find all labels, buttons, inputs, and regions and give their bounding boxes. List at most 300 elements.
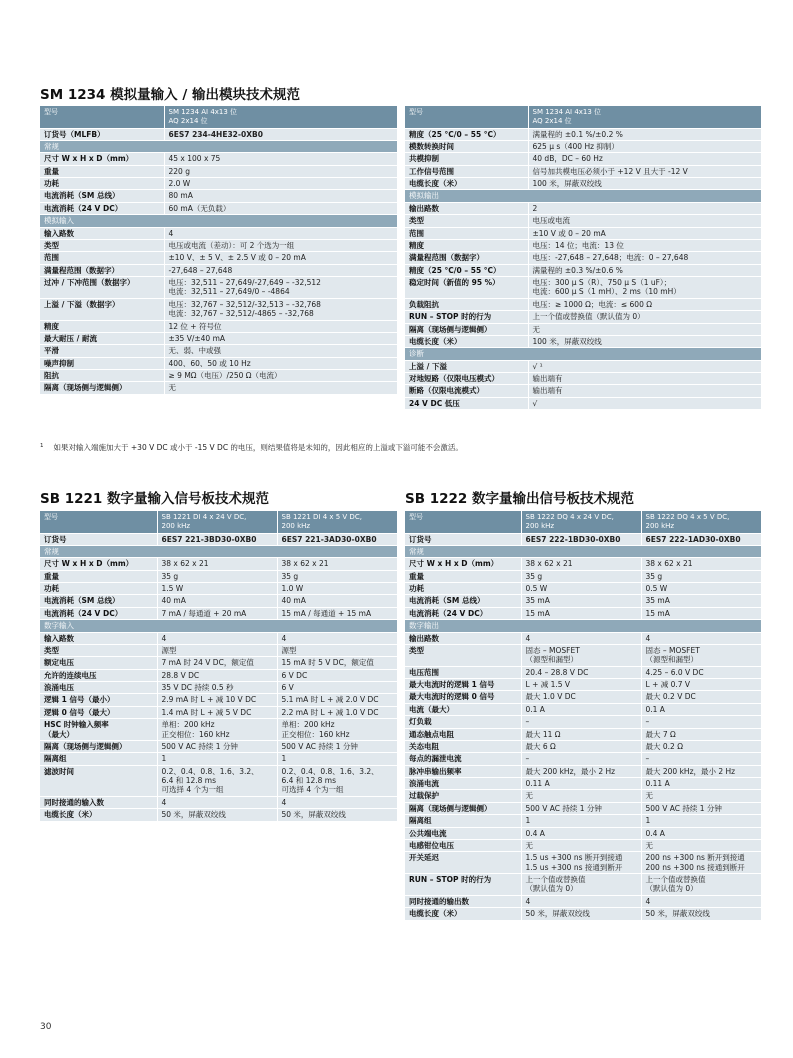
table-row [40, 357, 397, 369]
table-row [40, 809, 397, 821]
row-value: 电压：14 位；电流：13 位 [528, 239, 761, 251]
row-value: 38 x 62 x 21 [521, 558, 641, 570]
table-row [40, 190, 397, 202]
row-value: 6ES7 234-4HE32-0XB0 [164, 128, 397, 140]
table-row [40, 178, 397, 190]
row-label: 同时接通的输出数 [405, 895, 521, 907]
row-value: ±10 V、± 5 V、± 2.5 V 或 0 – 20 mA [164, 252, 397, 264]
row-value: 最大 11 Ω [521, 728, 641, 740]
table-row [405, 298, 761, 310]
row-label: 订货号 [405, 533, 521, 545]
row-value: 最大 7 Ω [641, 728, 761, 740]
row-label: 最大耐压 / 耐流 [40, 332, 164, 344]
page-number: 30 [40, 1022, 52, 1032]
row-label: 隔离（现场侧与逻辑侧） [40, 382, 164, 394]
table-row [405, 691, 761, 703]
row-value: 500 V AC 持续 1 分钟 [521, 802, 641, 814]
row-value: 28.8 V DC [157, 669, 277, 681]
row-label: 开关延迟 [405, 852, 521, 874]
row-value: 15 mA [521, 607, 641, 619]
row-value: 60 mA（无负载） [164, 202, 397, 214]
table-row [405, 895, 761, 907]
row-value: 15 mA / 每通道 + 15 mA [277, 607, 397, 619]
table-row [405, 252, 761, 264]
table-row [40, 753, 397, 765]
row-value: 50 米，屏蔽双绞线 [521, 908, 641, 920]
row-value: 12 位 + 符号位 [164, 320, 397, 332]
row-label: HSC 时钟输入频率 （最大） [40, 719, 157, 741]
row-label: 重量 [40, 570, 157, 582]
table-row [40, 345, 397, 357]
table-row [40, 558, 397, 570]
row-label: 类型 [40, 239, 164, 251]
row-value: 1 [641, 815, 761, 827]
row-value: 无 [521, 790, 641, 802]
row-label: 类型 [405, 644, 521, 666]
row-label: 功耗 [40, 178, 164, 190]
row-value: 38 x 62 x 21 [157, 558, 277, 570]
row-label: RUN – STOP 时的行为 [405, 311, 528, 323]
row-label: 电流消耗（SM 总线） [40, 190, 164, 202]
row-value: 1.5 us +300 ns 断开到接通 1.5 us +300 ns 接通到断开 [521, 852, 641, 874]
row-value: 2 [528, 202, 761, 214]
table-row [40, 570, 397, 582]
table-header-row [405, 106, 761, 128]
table-row [40, 583, 397, 595]
row-value: – [641, 716, 761, 728]
row-label: 负载阻抗 [405, 298, 528, 310]
table-row [40, 796, 397, 808]
row-value: 电压：32,767 – 32,512/-32,513 – -32,768 电流：32,767 – 32,512/-4865 – -32,768 [164, 298, 397, 320]
table-row [40, 239, 397, 251]
sb1221-spec-table [40, 511, 397, 822]
row-value: 信号加共模电压必须小于 +12 V 且大于 -12 V [528, 165, 761, 177]
row-value: 最大 6 Ω [521, 740, 641, 752]
row-value: 4 [521, 895, 641, 907]
section-header-row [40, 215, 397, 227]
table-row [405, 153, 761, 165]
row-value: 7 mA 时 24 V DC，额定值 [157, 657, 277, 669]
table-row [40, 332, 397, 344]
table-row [405, 323, 761, 335]
row-value: 4.25 – 6.0 V DC [641, 666, 761, 678]
section-header-row [40, 620, 397, 632]
row-value: ±35 V/±40 mA [164, 332, 397, 344]
row-value: 固态 – MOSFET （源型和漏型） [521, 644, 641, 666]
row-value: 6ES7 221-3BD30-0XB0 [157, 533, 277, 545]
sm1234-title: SM 1234 模拟量输入 / 输出模块技术规范 [40, 87, 300, 103]
table-row [405, 679, 761, 691]
row-label: 重量 [405, 570, 521, 582]
table-row [405, 703, 761, 715]
row-label: 电缆长度（米） [405, 178, 528, 190]
table-row [405, 874, 761, 896]
row-label: 模数转换时间 [405, 140, 528, 152]
row-value: 35 g [277, 570, 397, 582]
row-label: 精度 [40, 320, 164, 332]
row-value: 最大 200 kHz，最小 2 Hz [641, 765, 761, 777]
table-row [40, 765, 397, 796]
table-row [405, 264, 761, 276]
section-header: 常规 [40, 545, 397, 557]
row-label: 输出路数 [405, 202, 528, 214]
row-value: 电压：-27,648 – 27,648；电流：0 – 27,648 [528, 252, 761, 264]
row-value: ≥ 9 MΩ（电压）/250 Ω（电流） [164, 370, 397, 382]
header-model-cell: SB 1221 DI 4 x 24 V DC, 200 kHz [157, 511, 277, 533]
row-label: 尺寸 W x H x D（mm） [40, 153, 164, 165]
row-label: 共模抑制 [405, 153, 528, 165]
row-label: 输出路数 [405, 632, 521, 644]
row-value: 1.5 W [157, 583, 277, 595]
row-value: 电压或电流（差动）：可 2 个选为一组 [164, 239, 397, 251]
row-label: 隔离（现场侧与逻辑侧） [405, 323, 528, 335]
row-value: 500 V AC 持续 1 分钟 [641, 802, 761, 814]
sb1222-spec-table [405, 511, 761, 921]
row-label: 订货号 [40, 533, 157, 545]
row-label: 功耗 [40, 583, 157, 595]
section-header: 数字输出 [405, 620, 761, 632]
row-value: 50 米，屏蔽双绞线 [277, 809, 397, 821]
row-value: 源型 [277, 644, 397, 656]
table-row [405, 335, 761, 347]
row-label: RUN – STOP 时的行为 [405, 874, 521, 896]
row-value: 100 米，屏蔽双绞线 [528, 178, 761, 190]
row-label: 隔离（现场侧与逻辑侧） [405, 802, 521, 814]
row-value: 电压：300 μ S（R）、750 μ S（1 uF）； 电流：600 μ S（1 mH）、2 ms（10 mH） [528, 277, 761, 299]
row-value: 220 g [164, 165, 397, 177]
row-value: 上一个值或替换值（默认值为 0） [528, 311, 761, 323]
row-label: 订货号（MLFB） [40, 128, 164, 140]
row-value: 6ES7 221-3AD30-0XB0 [277, 533, 397, 545]
row-value: -27,648 – 27,648 [164, 264, 397, 276]
row-value: 100 米，屏蔽双绞线 [528, 335, 761, 347]
header-label: 型号 [405, 511, 521, 533]
table-row [40, 165, 397, 177]
sb1221-title: SB 1221 数字量输入信号板技术规范 [40, 491, 269, 507]
table-row [405, 644, 761, 666]
row-value: 无 [521, 839, 641, 851]
table-header-row [40, 511, 397, 533]
table-row [405, 827, 761, 839]
table-row [40, 657, 397, 669]
table-row [40, 682, 397, 694]
row-value: 7 mA / 每通道 + 20 mA [157, 607, 277, 619]
table-row [405, 790, 761, 802]
table-row [405, 165, 761, 177]
table-row [405, 753, 761, 765]
table-row [40, 607, 397, 619]
section-header-row [405, 190, 761, 202]
row-value: 6ES7 222-1BD30-0XB0 [521, 533, 641, 545]
header-label: 型号 [405, 106, 528, 128]
row-value: L + 减 1.5 V [521, 679, 641, 691]
row-value: 6 V DC [277, 669, 397, 681]
section-header: 模拟输出 [405, 190, 761, 202]
row-value: 单相：200 kHz 正交相位：160 kHz [157, 719, 277, 741]
table-row [40, 370, 397, 382]
row-label: 输入路数 [40, 632, 157, 644]
row-value: 0.1 A [641, 703, 761, 715]
table-row [40, 706, 397, 718]
table-row [40, 694, 397, 706]
row-value: 无 [641, 839, 761, 851]
row-value: 6ES7 222-1AD30-0XB0 [641, 533, 761, 545]
row-label: 范围 [40, 252, 164, 264]
table-row [405, 178, 761, 190]
table-row [405, 778, 761, 790]
row-value: 35 mA [521, 595, 641, 607]
row-label: 尺寸 W x H x D（mm） [40, 558, 157, 570]
row-value: √ ¹ [528, 360, 761, 372]
table-row [405, 215, 761, 227]
row-value: 500 V AC 持续 1 分钟 [157, 740, 277, 752]
row-label: 稳定时间（新值的 95 %） [405, 277, 528, 299]
row-value: 电压或电流 [528, 215, 761, 227]
row-value: 0.5 W [641, 583, 761, 595]
table-row [40, 298, 397, 320]
row-label: 电流（最大） [405, 703, 521, 715]
row-value: 0.2、0.4、0.8、1.6、3.2、 6.4 和 12.8 ms 可选择 4 个为一组 [157, 765, 277, 796]
table-row [40, 202, 397, 214]
table-row [405, 360, 761, 372]
table-row [40, 669, 397, 681]
header-model-cell: SB 1222 DQ 4 x 5 V DC, 200 kHz [641, 511, 761, 533]
row-label: 额定电压 [40, 657, 157, 669]
table-row [405, 765, 761, 777]
row-value: 最大 0.2 Ω [641, 740, 761, 752]
row-label: 满量程范围（数据字） [40, 264, 164, 276]
row-value: 5.1 mA 时 L + 减 2.0 V DC [277, 694, 397, 706]
row-value: 80 mA [164, 190, 397, 202]
row-value: 最大 1.0 V DC [521, 691, 641, 703]
row-label: 电感钳位电压 [405, 839, 521, 851]
sm1234-spec-table-right [405, 106, 761, 410]
row-label: 过冲 / 下冲范围（数据字） [40, 277, 164, 299]
row-label: 逻辑 0 信号（最大） [40, 706, 157, 718]
row-value: 上一个值或替换值 （默认值为 0） [641, 874, 761, 896]
row-value: 电压：32,511 – 27,649/-27,649 – -32,512 电流：32,511 – 27,649/0 – -4864 [164, 277, 397, 299]
row-label: 电流消耗（24 V DC） [405, 607, 521, 619]
table-row [405, 128, 761, 140]
row-value: 35 g [521, 570, 641, 582]
row-value: 4 [157, 632, 277, 644]
table-row [40, 252, 397, 264]
row-label: 精度（25 °C/0 – 55 °C） [405, 264, 528, 276]
row-value: 0.5 W [521, 583, 641, 595]
row-value: – [641, 753, 761, 765]
row-label: 灯负载 [405, 716, 521, 728]
row-value: 最大 200 kHz，最小 2 Hz [521, 765, 641, 777]
row-label: 电流消耗（SM 总线） [405, 595, 521, 607]
row-value: 45 x 100 x 75 [164, 153, 397, 165]
section-header-row [405, 620, 761, 632]
row-value: 1.4 mA 时 L + 减 5 V DC [157, 706, 277, 718]
table-row [405, 140, 761, 152]
table-row [40, 632, 397, 644]
row-value: 源型 [157, 644, 277, 656]
table-row [405, 666, 761, 678]
row-value: 35 mA [641, 595, 761, 607]
row-label: 精度（25 °C/0 – 55 °C） [405, 128, 528, 140]
row-label: 功耗 [405, 583, 521, 595]
row-value: 最大 0.2 V DC [641, 691, 761, 703]
header-model-cell: SM 1234 AI 4x13 位 AQ 2x14 位 [164, 106, 397, 128]
sm1234-spec-table-left [40, 106, 397, 395]
row-value: 500 V AC 持续 1 分钟 [277, 740, 397, 752]
sb1222-title: SB 1222 数字量输出信号板技术规范 [405, 491, 634, 507]
row-value: 4 [641, 632, 761, 644]
table-row [405, 728, 761, 740]
row-label: 电压范围 [405, 666, 521, 678]
row-value: ±10 V 或 0 – 20 mA [528, 227, 761, 239]
row-label: 电流消耗（24 V DC） [40, 607, 157, 619]
table-row [40, 264, 397, 276]
row-value: 38 x 62 x 21 [277, 558, 397, 570]
row-label: 工作信号范围 [405, 165, 528, 177]
row-value: 4 [641, 895, 761, 907]
row-label: 过载保护 [405, 790, 521, 802]
row-label: 断路（仅限电流模式） [405, 385, 528, 397]
row-value: 0.1 A [521, 703, 641, 715]
row-label: 上溢 / 下溢（数据字） [40, 298, 164, 320]
row-value: 0.11 A [641, 778, 761, 790]
row-label: 电缆长度（米） [405, 335, 528, 347]
row-label: 电流消耗（24 V DC） [40, 202, 164, 214]
table-row [405, 815, 761, 827]
row-value: √ [528, 397, 761, 409]
row-value: 6 V [277, 682, 397, 694]
row-label: 最大电流时的逻辑 0 信号 [405, 691, 521, 703]
row-label: 尺寸 W x H x D（mm） [405, 558, 521, 570]
section-header: 模拟输入 [40, 215, 397, 227]
table-row [40, 533, 397, 545]
row-value: 上一个值或替换值 （默认值为 0） [521, 874, 641, 896]
row-label: 隔离组 [40, 753, 157, 765]
row-value: 1 [277, 753, 397, 765]
row-value: 无 [528, 323, 761, 335]
table-row [405, 583, 761, 595]
row-label: 平滑 [40, 345, 164, 357]
row-label: 阻抗 [40, 370, 164, 382]
table-row [405, 397, 761, 409]
table-row [405, 373, 761, 385]
row-label: 脉冲串输出频率 [405, 765, 521, 777]
row-label: 范围 [405, 227, 528, 239]
row-label: 隔离组 [405, 815, 521, 827]
row-value: – [521, 716, 641, 728]
header-model-cell: SM 1234 AI 4x13 位 AQ 2x14 位 [528, 106, 761, 128]
row-value: 50 米，屏蔽双绞线 [641, 908, 761, 920]
row-label: 类型 [405, 215, 528, 227]
table-row [405, 802, 761, 814]
row-label: 上溢 / 下溢 [405, 360, 528, 372]
row-value: 电压：≥ 1000 Ω；电流：≤ 600 Ω [528, 298, 761, 310]
row-value: 50 米，屏蔽双绞线 [157, 809, 277, 821]
row-value: 2.0 W [164, 178, 397, 190]
row-value: 4 [164, 227, 397, 239]
table-row [405, 570, 761, 582]
row-label: 重量 [40, 165, 164, 177]
row-label: 隔离（现场侧与逻辑侧） [40, 740, 157, 752]
header-model-cell: SB 1221 DI 4 x 5 V DC, 200 kHz [277, 511, 397, 533]
table-row [40, 320, 397, 332]
row-value: 35 V DC 持续 0.5 秒 [157, 682, 277, 694]
row-value: 4 [277, 632, 397, 644]
row-value: 输出端有 [528, 385, 761, 397]
section-header: 数字输入 [40, 620, 397, 632]
row-value: 40 dB，DC – 60 Hz [528, 153, 761, 165]
row-value: 0.11 A [521, 778, 641, 790]
row-value: – [521, 753, 641, 765]
row-value: 固态 – MOSFET （源型和漏型） [641, 644, 761, 666]
table-row [40, 382, 397, 394]
row-label: 满量程范围（数据字） [405, 252, 528, 264]
table-row [405, 533, 761, 545]
row-value: 无、弱、中或强 [164, 345, 397, 357]
table-row [405, 839, 761, 851]
row-value: 无 [641, 790, 761, 802]
row-value: 35 g [157, 570, 277, 582]
row-value: 400、60、50 或 10 Hz [164, 357, 397, 369]
row-label: 对地短路（仅限电压模式） [405, 373, 528, 385]
section-header-row [40, 140, 397, 152]
row-label: 公共端电流 [405, 827, 521, 839]
row-value: 35 g [641, 570, 761, 582]
row-label: 电缆长度（米） [405, 908, 521, 920]
row-label: 每点的漏泄电流 [405, 753, 521, 765]
section-header-row [405, 348, 761, 360]
row-value: 满量程的 ±0.1 %/±0.2 % [528, 128, 761, 140]
table-row [405, 908, 761, 920]
row-label: 精度 [405, 239, 528, 251]
row-value: 4 [157, 796, 277, 808]
row-value: 15 mA [641, 607, 761, 619]
table-row [40, 719, 397, 741]
table-row [405, 227, 761, 239]
header-label: 型号 [40, 511, 157, 533]
row-label: 关态电阻 [405, 740, 521, 752]
row-label: 逻辑 1 信号（最小） [40, 694, 157, 706]
table-row [405, 595, 761, 607]
table-row [40, 277, 397, 299]
row-label: 最大电流时的逻辑 1 信号 [405, 679, 521, 691]
row-value: 4 [521, 632, 641, 644]
table-header-row [40, 106, 397, 128]
table-row [405, 852, 761, 874]
row-value: 38 x 62 x 21 [641, 558, 761, 570]
header-model-cell: SB 1222 DQ 4 x 24 V DC, 200 kHz [521, 511, 641, 533]
section-header: 诊断 [405, 348, 761, 360]
row-value: 15 mA 时 5 V DC，额定值 [277, 657, 397, 669]
row-value: 625 μ s（400 Hz 抑制） [528, 140, 761, 152]
row-value: 0.2、0.4、0.8、1.6、3.2、 6.4 和 12.8 ms 可选择 4 个为一组 [277, 765, 397, 796]
row-value: 输出端有 [528, 373, 761, 385]
table-row [405, 311, 761, 323]
table-row [40, 740, 397, 752]
row-value: 2.9 mA 时 L + 减 10 V DC [157, 694, 277, 706]
table-row [40, 227, 397, 239]
table-row [405, 558, 761, 570]
table-row [405, 385, 761, 397]
section-header: 常规 [40, 140, 397, 152]
row-label: 类型 [40, 644, 157, 656]
table-row [405, 632, 761, 644]
table-row [405, 277, 761, 299]
row-value: 40 mA [157, 595, 277, 607]
row-value: 无 [164, 382, 397, 394]
row-value: 单相：200 kHz 正交相位：160 kHz [277, 719, 397, 741]
section-header-row [40, 545, 397, 557]
